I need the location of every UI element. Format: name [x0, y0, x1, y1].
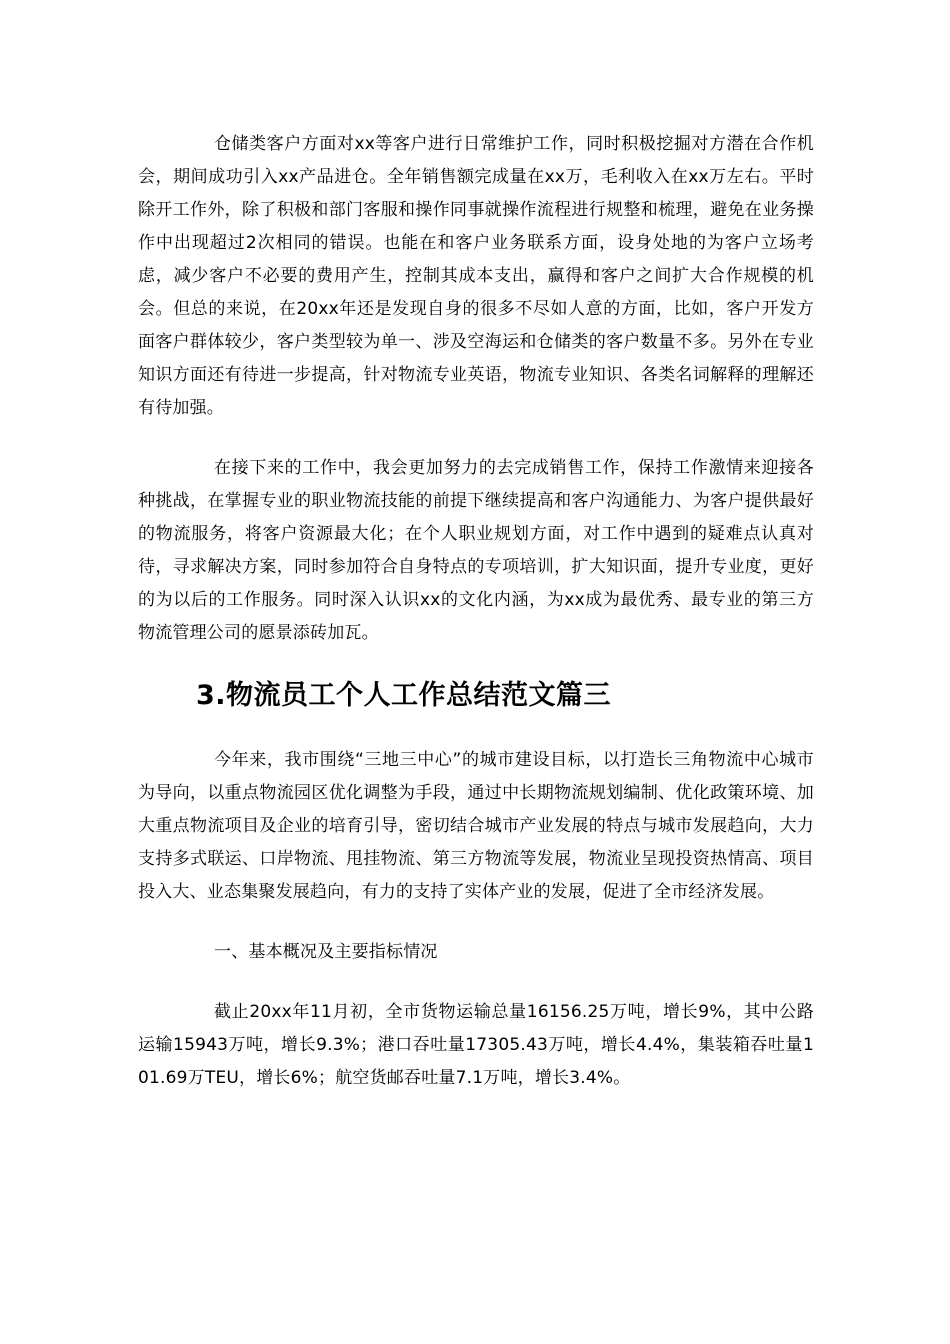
- paragraph-next-work-plan: 在接下来的工作中，我会更加努力的去完成销售工作，保持工作激情来迎接各种挑战，在掌握专业的职业物流技能的前提下继续提高和客户沟通能力、为客户提供最好的物流服务，将客户资源最大化；在个人职业规划方面，对工作中遇到的疑难点认真对待，寻求解决方案，同时参加符合自身特点的专项培训，扩大知识面，提升专业度，更好的为以后的工作服务。同时深入认识xx的文化内涵，为xx成为最优秀、最专业的第三方物流管理公司的愿景添砖加瓦。: [138, 458, 814, 643]
- paragraph-key-indicators: 截止20xx年11月初，全市货物运输总量16156.25万吨，增长9%，其中公路运输15943万吨，增长9.3%；港口吞吐量17305.43万吨，增长4.4%，集装箱吞吐量101.69万TEU，增长6%；航空货邮吞吐量7.1万吨，增长3.4%。: [138, 1002, 814, 1088]
- subheading-basic-overview: 一、基本概况及主要指标情况: [214, 942, 438, 962]
- document-page: [138, 128, 814, 1095]
- paragraph-city-logistics-overview: 今年来，我市围绕“三地三中心”的城市建设目标，以打造长三角物流中心城市为导向，以重点物流园区优化调整为手段，通过中长期物流规划编制、优化政策环境、加大重点物流项目及企业的培育引导，密切结合城市产业发展的特点与城市发展趋向，大力支持多式联运、口岸物流、甩挂物流、第三方物流等发展，物流业呈现投资热情高、项目投入大、业态集聚发展趋向，有力的支持了实体产业的发展，促进了全市经济发展。: [138, 750, 814, 902]
- paragraph-warehouse-clients: 仓储类客户方面对xx等客户进行日常维护工作，同时积极挖掘对方潜在合作机会，期间成功引入xx产品进仓。全年销售额完成量在xx万，毛利收入在xx万左右。平时除开工作外，除了积极和部门客服和操作同事就操作流程进行规整和梳理，避免在业务操作中出现超过2次相同的错误。也能在和客户业务联系方面，设身处地的为客户立场考虑，减少客户不必要的费用产生，控制其成本支出，赢得和客户之间扩大合作规模的机会。但总的来说，在20xx年还是发现自身的很多不尽如人意的方面，比如，客户开发方面客户群体较少，客户类型较为单一、涉及空海运和仓储类的客户数量不多。另外在专业知识方面还有待进一步提高，针对物流专业英语，物流专业知识、各类名词解释的理解还有待加强。: [138, 134, 814, 418]
- section-heading: 3.物流员工个人工作总结范文篇三: [196, 680, 612, 711]
